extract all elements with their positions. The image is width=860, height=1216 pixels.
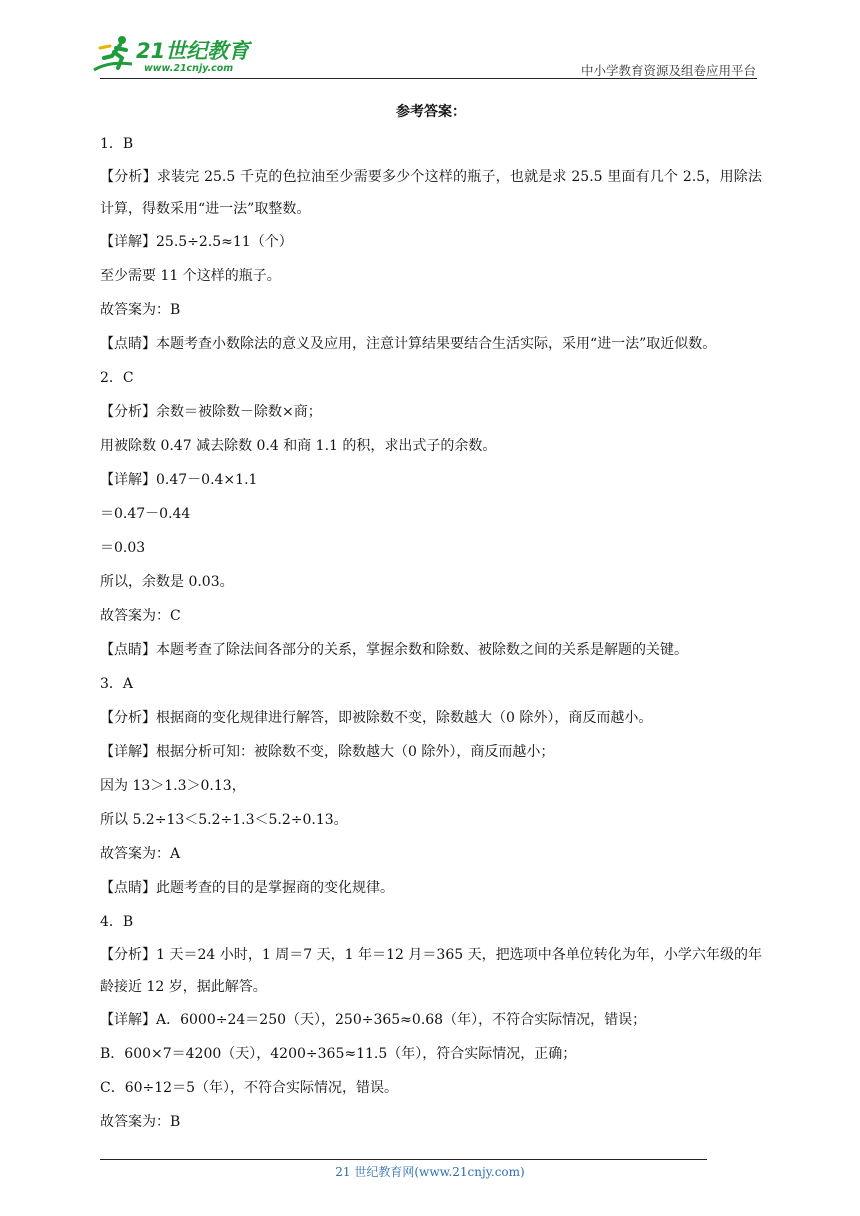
page-title: 参考答案： [396, 104, 466, 120]
answer-line: 所以，余数是 0.03。 [100, 574, 234, 590]
answer-line: 2．C [100, 370, 134, 386]
logo-url: www.21cnjy.com [144, 63, 234, 74]
answer-line: 因为 13＞1.3＞0.13， [100, 778, 246, 794]
analysis-line: 【分析】1 天＝24 小时，1 周＝7 天，1 年＝12 月＝365 天，把选项中各单位转化为年，小学六年级的年龄接近 12 岁，据此解答。 [100, 947, 762, 995]
answer-line: 故答案为：B [100, 1114, 181, 1130]
answer-line: 所以 5.2÷13＜5.2÷1.3＜5.2÷0.13。 [100, 812, 348, 828]
answer-line: 【分析】根据商的变化规律进行解答，即被除数不变，除数越大（0 除外），商反而越小。 [100, 710, 653, 726]
answer-line: 至少需要 11 个这样的瓶子。 [100, 268, 281, 284]
page-header [0, 0, 860, 80]
answer-line: 【详解】A．6000÷24＝250（天），250÷365≈0.68（年），不符合实际情况，错误； [100, 1012, 647, 1028]
answer-line: 【详解】25.5÷2.5≈11（个） [100, 234, 293, 250]
answer-content [100, 98, 762, 1139]
answer-line: 【点睛】本题考查了除法间各部分的关系，掌握余数和除数、被除数之间的关系是解题的关键。 [100, 642, 688, 658]
answer-line: 【点睛】本题考查小数除法的意义及应用，注意计算结果要结合生活实际，采用“进一法”取近似数。 [100, 336, 717, 352]
analysis-line: 【分析】求装完 25.5 千克的色拉油至少需要多少个这样的瓶子，也就是求 25.5 里面有几个 2.5，用除法计算，得数采用“进一法”取整数。 [100, 169, 762, 217]
runner-logo-icon [92, 34, 138, 74]
answer-line: 【详解】0.47－0.4×1.1 [100, 472, 258, 488]
header-divider [100, 78, 757, 79]
logo-text: 21世纪教育 [136, 39, 250, 63]
answer-line: 4．B [100, 914, 134, 930]
answer-line: C．60÷12＝5（年），不符合实际情况，错误。 [100, 1080, 398, 1096]
answer-line: 3．A [100, 676, 134, 692]
answer-line: 故答案为：B [100, 302, 181, 318]
answer-line: 【分析】余数＝被除数－除数×商； [100, 404, 322, 420]
answer-line: 【详解】根据分析可知：被除数不变，除数越大（0 除外），商反而越小； [100, 744, 555, 760]
footer-divider [100, 1159, 707, 1160]
platform-name: 中小学教育资源及组卷应用平台 [580, 63, 756, 78]
footer-link[interactable]: 21 世纪教育网(www.21cnjy.com) [335, 1165, 525, 1179]
site-logo[interactable] [92, 34, 262, 80]
answer-line: 故答案为：A [100, 846, 181, 862]
answer-line: 1．B [100, 136, 134, 152]
answer-line: ＝0.03 [100, 540, 146, 556]
answer-line: 【点睛】此题考查的目的是掌握商的变化规律。 [100, 880, 394, 896]
answer-line: 用被除数 0.47 减去除数 0.4 和商 1.1 的积，求出式子的余数。 [100, 438, 497, 454]
answer-line: 故答案为：C [100, 608, 181, 624]
answer-line: B．600×7＝4200（天），4200÷365≈11.5（年），符合实际情况，正确； [100, 1046, 577, 1062]
answer-line: ＝0.47－0.44 [100, 506, 191, 522]
